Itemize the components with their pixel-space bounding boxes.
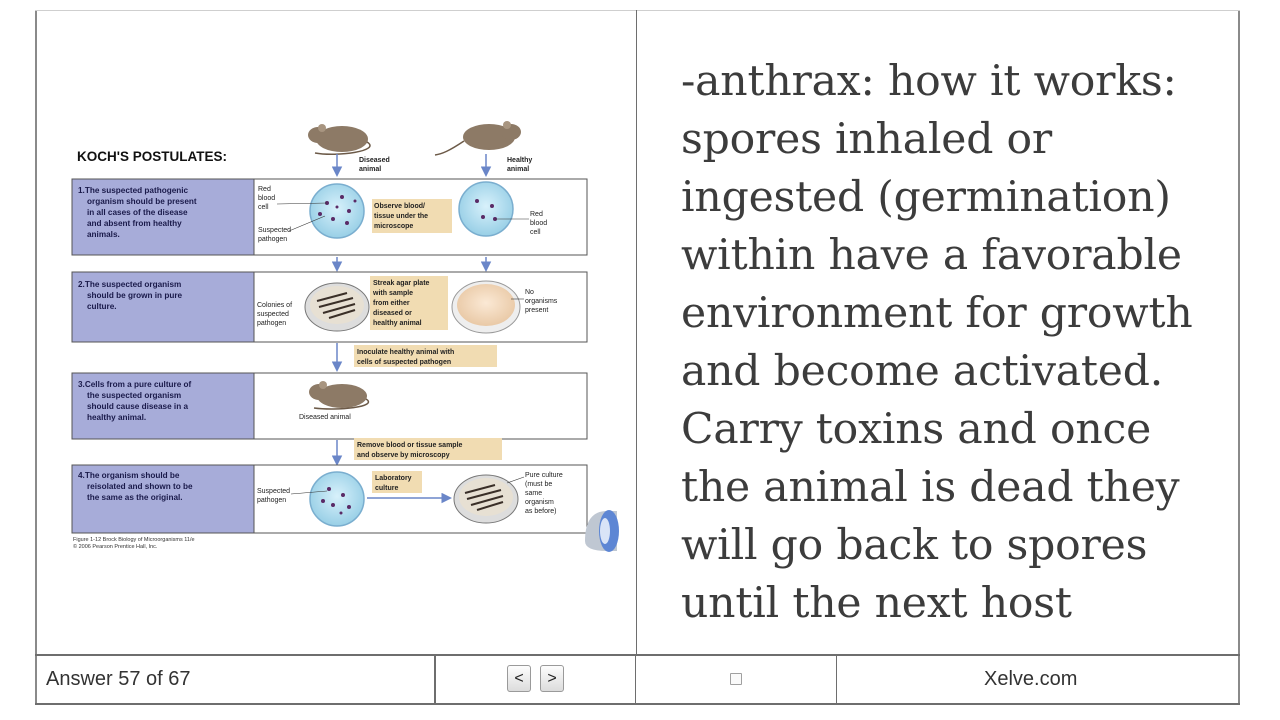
answer-text: -anthrax: how it works: spores inhaled or ingested (germination) within have a favorable environment for growth and become activated. Carry toxins and once the animal is dead they will go back to spores until the next host — [681, 57, 1193, 628]
card-text-panel — [637, 11, 1238, 654]
no-organisms-label: No organisms present — [525, 289, 558, 314]
footer-bar — [35, 656, 1240, 703]
next-button[interactable]: > — [540, 665, 564, 692]
step-3-text: 3.Cells from a pure culture of the suspected organism should cause disease in a healthy animal. — [78, 380, 192, 422]
healthy-animal-label: Healthy animal — [507, 157, 533, 173]
diseased-mouse-icon — [308, 124, 370, 154]
red-blood-cell-label-1: Red blood cell — [258, 186, 276, 211]
red-blood-cell-label-2: Red blood cell — [530, 211, 548, 236]
laboratory-culture-label: Laboratory culture — [375, 475, 412, 492]
observe-label: Observe blood/ tissue under the microscope — [374, 203, 429, 230]
nav-cell — [436, 656, 636, 703]
speaker-icon[interactable] — [585, 510, 619, 552]
kochs-postulates-diagram — [37, 11, 636, 654]
counter-cell — [35, 656, 435, 703]
suspected-pathogen-label-1: Suspected pathogen — [258, 227, 292, 243]
step-2-text: 2.The suspected organism should be grown in pure culture. — [78, 280, 183, 311]
remove-label: Remove blood or tissue sample and observe by microscopy — [357, 442, 463, 459]
colonies-label: Colonies of suspected pathogen — [257, 302, 293, 327]
mark-checkbox[interactable] — [730, 673, 742, 685]
inoculate-label: Inoculate healthy animal with cells of suspected pathogen — [357, 349, 455, 366]
healthy-mouse-icon — [435, 121, 521, 155]
brand-link[interactable]: Xelve.com — [984, 668, 1078, 690]
pure-culture-label: Pure culture (must be same organism as before) — [525, 472, 563, 515]
footer-bottom-border — [35, 703, 1240, 705]
streak-label: Streak agar plate with sample from either diseased or healthy animal — [373, 280, 430, 327]
suspected-pathogen-label-4: Suspected pathogen — [257, 488, 291, 504]
prev-button[interactable]: < — [507, 665, 531, 692]
figure-caption: Figure 1-12 Brock Biology of Microorganisms 11/e © 2006 Pearson Prentice Hall, Inc. — [73, 537, 195, 550]
card-image-panel — [37, 11, 636, 654]
checkbox-cell — [636, 656, 836, 703]
step-1-text: 1.The suspected pathogenic organism should be present in all cases of the disease and absent from healthy animals. — [78, 186, 197, 239]
diseased-animal-label: Diseased animal — [359, 157, 390, 173]
diseased-animal-label-3: Diseased animal — [299, 414, 351, 421]
step-4-text: 4.The organism should be reisolated and shown to be the same as the original. — [78, 471, 193, 502]
brand-cell — [837, 656, 1240, 703]
diagram-title: KOCH'S POSTULATES: — [77, 149, 227, 164]
answer-counter: Answer 57 of 67 — [46, 668, 191, 690]
